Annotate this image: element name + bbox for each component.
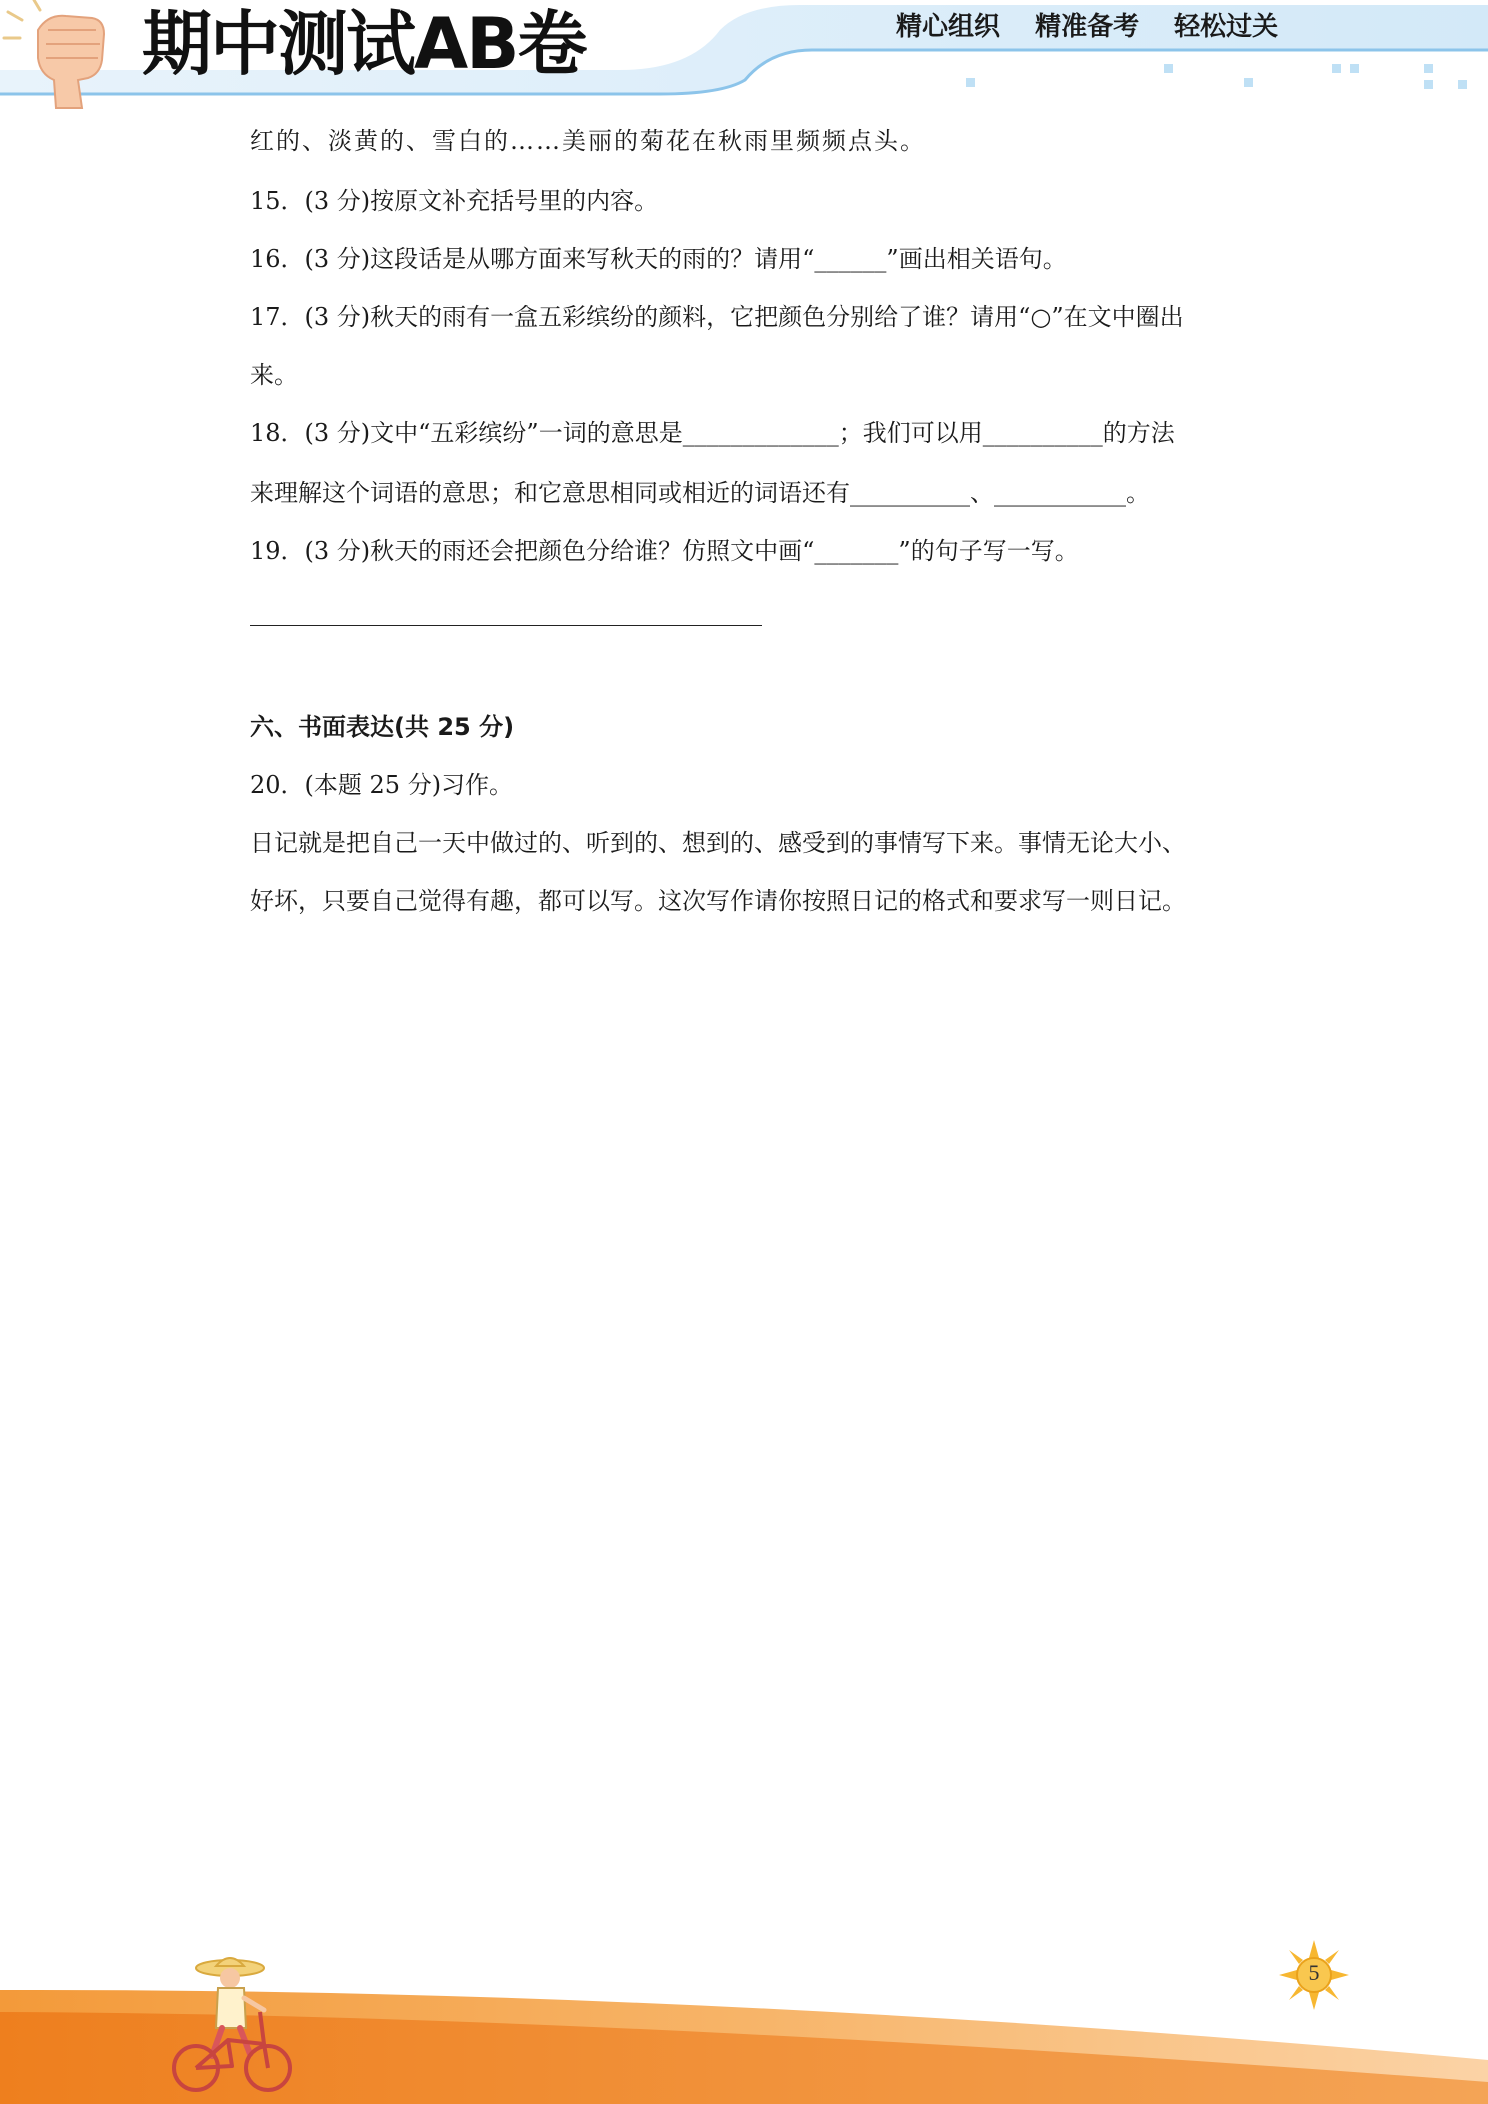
section-6-heading: 六、书面表达(共 25 分) [250,713,515,741]
question-18-line-2: 来理解这个词语的意思；和它意思相同或相近的词语还有__________、___________。 [250,479,1150,507]
answer-line-19 [250,625,762,626]
slogan-2: 精准备考 [1035,12,1140,42]
question-20-prompt-line-1: 日记就是把自己一天中做过的、听到的、想到的、感受到的事情写下来。事情无论大小、 [250,829,1186,857]
cyclist-icon [160,1948,300,2098]
question-16: 16．(3 分)这段话是从哪方面来写秋天的雨的？请用“______”画出相关语句。 [250,245,1067,273]
slogan-3: 轻松过关 [1174,12,1279,42]
question-15: 15．(3 分)按原文补充括号里的内容。 [250,187,659,215]
question-17-line-2: 来。 [250,361,298,389]
page-footer [0,1930,1488,2104]
question-19: 19．(3 分)秋天的雨还会把颜色分给谁？仿照文中画“_______”的句子写一写。 [250,537,1079,565]
slogan-1: 精心组织 [896,12,1001,42]
question-20: 20．(本题 25 分)习作。 [250,771,514,799]
header-title: 期中测试AB卷 [142,3,586,85]
header-slogan [896,10,1304,44]
question-20-prompt-line-2: 好坏，只要自己觉得有趣，都可以写。这次写作请你按照日记的格式和要求写一则日记。 [250,887,1186,915]
page-number: 5 [1308,1960,1320,1985]
question-17-line-1: 17．(3 分)秋天的雨有一盒五彩缤纷的颜料，它把颜色分别给了谁？请用“○”在文中圈出 [250,303,1184,331]
fist-icon [0,0,130,110]
page-header [0,0,1488,110]
passage-tail: 红的、淡黄的、雪白的……美丽的菊花在秋雨里频频点头。 [250,127,926,155]
question-18-line-1: 18．(3 分)文中“五彩缤纷”一词的意思是_____________；我们可以用__________的方法 [250,419,1175,447]
